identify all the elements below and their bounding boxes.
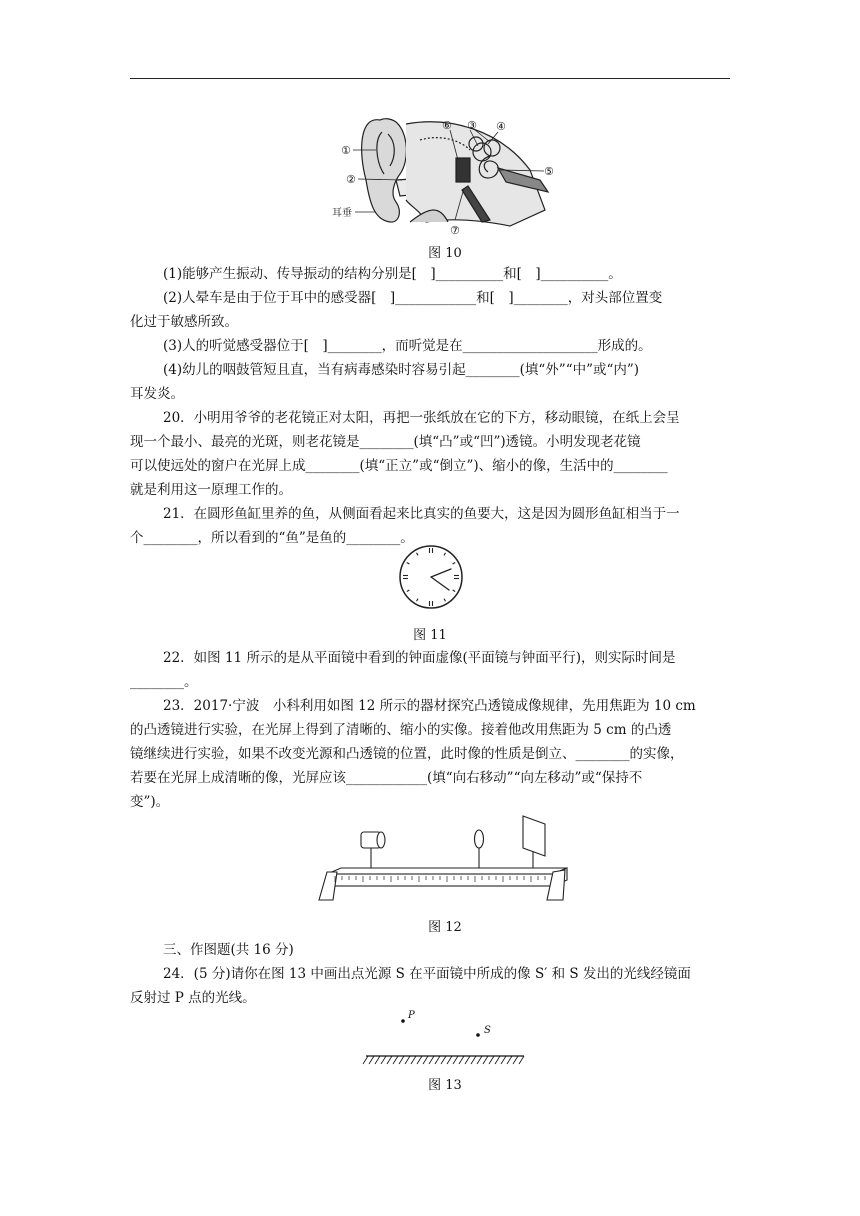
q23-line3: 镜继续进行实验，如果不改变光源和凸透镜的位置，此时像的性质是倒立、________的实像， [130,746,684,762]
point-p-label: P [408,1010,415,1021]
ear-diagram [330,110,560,238]
point-s-label: S [484,1025,491,1036]
q20-line1: 20．小明用爷爷的老花镜正对太阳，再把一张纸放在它的下方，移动眼镜，在纸上会呈 [163,410,680,426]
q20-line4: 就是利用这一原理工作的。 [130,482,292,498]
q23-line5: 变”)。 [130,794,170,810]
q19-part4-line1: (4)幼儿的咽鼓管短且直，当有病毒感染时容易引起________(填“外”“中”或“内”) [163,362,640,378]
earlobe-label: 耳垂 [332,208,352,219]
q21-line2: 个________，所以看到的“鱼”是鱼的________。 [130,530,414,546]
q23-line4: 若要在光屏上成清晰的像，光屏应该____________(填“向右移动”“向左移动”或“保持不 [130,770,643,786]
clock-face [399,534,463,620]
ear-label-2: ② [346,173,356,186]
ear-label-3: ③ [467,119,477,132]
ear-label-1: ① [341,144,351,157]
q21-line1: 21．在圆形鱼缸里养的鱼，从侧面看起来比真实的鱼要大，这是因为圆形鱼缸相当于一 [163,506,680,522]
section-3-heading: 三、作图题(共 16 分) [163,942,294,958]
optical-bench [315,812,577,904]
figure-10-caption: 图 10 [428,246,462,261]
figure-13-caption: 图 13 [428,1078,462,1093]
q19-part3: (3)人的听觉感受器位于[ ]________，而听觉是在____________________形成的。 [163,338,652,354]
q19-part4-line2: 耳发炎。 [130,386,184,402]
point-s [476,1033,480,1037]
ear-label-4: ④ [496,120,506,133]
q19-part1: (1)能够产生振动、传导振动的结构分别是[ ]__________和[ ]__________。 [163,266,622,282]
q19-part2-line1: (2)人晕车是由于位于耳中的感受器[ ]____________和[ ]________，对头部位置变 [163,290,663,306]
ear-label-6: ⑥ [442,119,452,132]
ear-label-7: ⑦ [450,224,460,237]
q23-line1: 23．2017·宁波 小科利用如图 12 所示的器材探究凸透镜成像规律，先用焦距为 10 cm [163,698,696,714]
q20-line3: 可以使远处的窗户在光屏上成________(填“正立”或“倒立”)、缩小的像，生活中的________ [130,458,668,474]
q24-line2: 反射过 P 点的光线。 [130,990,256,1006]
q22-line1: 22．如图 11 所示的是从平面镜中看到的钟面虚像(平面镜与钟面平行)，则实际时间是 [163,650,676,666]
q24-line1: 24．(5 分)请你在图 13 中画出点光源 S 在平面镜中所成的像 S′ 和 S 发出的光线经镜面 [163,966,691,982]
q19-part2-line2: 化过于敏感所致。 [130,314,238,330]
figure-11-caption: 图 11 [413,628,447,643]
q22-line2: ________。 [130,674,198,690]
q20-line2: 现一个最小、最亮的光斑，则老花镜是________(填“凸”或“凹”)透镜。小明发现老花镜 [130,434,641,450]
q23-line2: 的凸透镜进行实验，在光屏上得到了清晰的、缩小的实像。接着他改用焦距为 5 cm 的凸透 [130,722,672,738]
mirror-diagram [362,1008,532,1070]
header-rule [130,78,730,79]
figure-12-caption: 图 12 [428,920,462,935]
ear-label-5: ⑤ [544,165,554,178]
point-p [401,1019,405,1023]
